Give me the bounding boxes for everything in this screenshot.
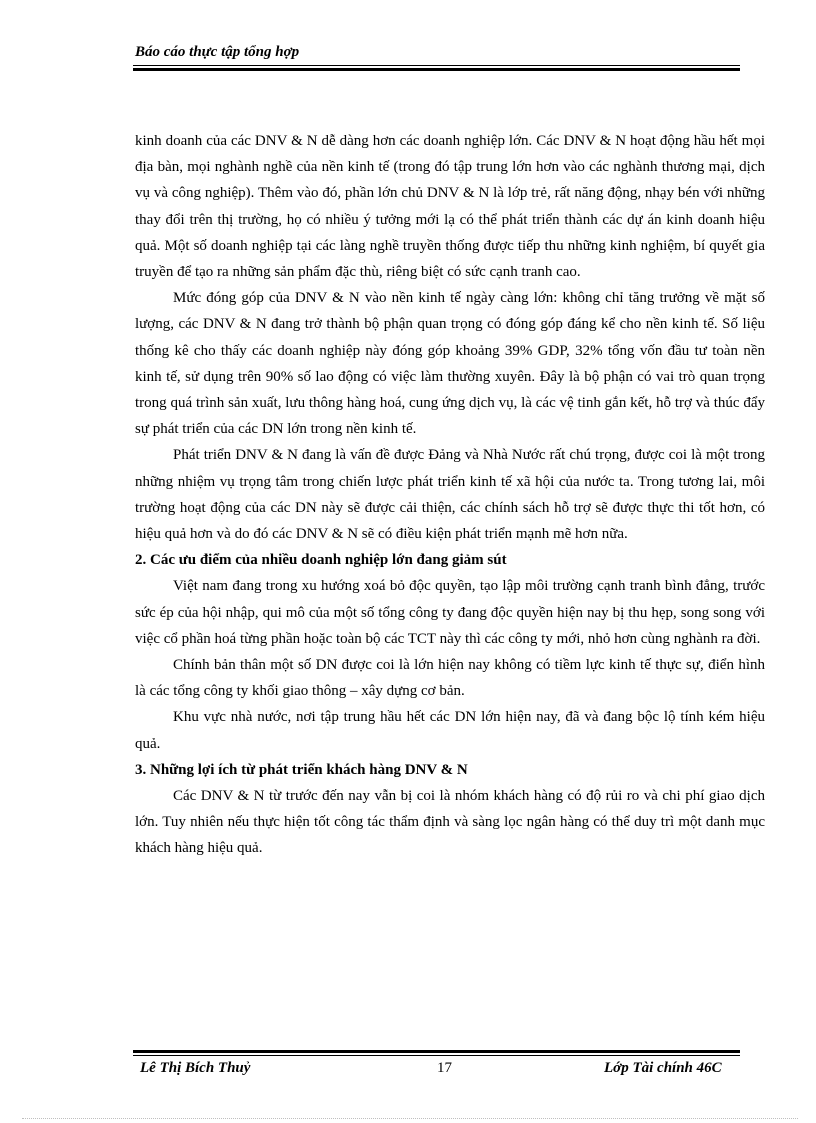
- paragraph: Mức đóng góp của DNV & N vào nền kinh tế ngày càng lớn: không chỉ tăng trưởng về mặt số lượng, các DNV & N đang trở thành bộ phận quan trọng có đóng góp đáng kể cho nền kinh tế. Số liệu thống kê cho thấy các doanh nghiệp này đóng góp khoảng 39% GDP, 32% tổng vốn đầu tư toàn nền kinh tế, sử dụng trên 90% số lao động có việc làm thường xuyên. Đây là bộ phận có vai trò quan trọng trong quá trình sản xuất, lưu thông hàng hoá, cung ứng dịch vụ, là các vệ tinh gắn kết, hỗ trợ và thúc đẩy sự phát triển của các DN lớn trong nền kinh tế.: [135, 290, 765, 438]
- paragraph: Việt nam đang trong xu hướng xoá bỏ độc quyền, tạo lập môi trường cạnh tranh bình đẳng, trước sức ép của hội nhập, qui mô của một số tổng công ty đang độc quyền hiện nay bị thu hẹp, song song với việc cổ phần hoá từng phần hoặc toàn bộ các TCT này thì các công ty mới, nhỏ hơn cùng nghành ra đời.: [135, 578, 765, 647]
- footer-class: Lớp Tài chính 46C: [604, 1060, 722, 1076]
- footer-rule-thick: [133, 1050, 740, 1053]
- header-rule-thin: [133, 65, 740, 66]
- page-edge-dotted-line: [22, 1118, 798, 1119]
- page-number: 17: [437, 1060, 452, 1076]
- body-text: [135, 128, 765, 862]
- header-rule-thick: [133, 68, 740, 71]
- footer-author: Lê Thị Bích Thuỷ: [140, 1060, 251, 1076]
- paragraph: Khu vực nhà nước, nơi tập trung hầu hết các DN lớn hiện nay, đã và đang bộc lộ tính kém hiệu quả.: [135, 709, 765, 752]
- section-heading-3: 3. Những lợi ích từ phát triển khách hàng DNV & N: [135, 761, 468, 778]
- paragraph: Các DNV & N từ trước đến nay vẫn bị coi là nhóm khách hàng có độ rủi ro và chi phí giao dịch lớn. Tuy nhiên nếu thực hiện tốt công tác thẩm định và sàng lọc ngân hàng có thể duy trì một danh mục khách hàng hiệu quả.: [135, 788, 765, 857]
- header-title: Báo cáo thực tập tổng hợp: [135, 44, 300, 60]
- section-heading-2: 2. Các ưu điểm của nhiều doanh nghiệp lớn đang giảm sút: [135, 552, 507, 569]
- paragraph: Phát triển DNV & N đang là vấn đề được Đảng và Nhà Nước rất chú trọng, được coi là một trong những nhiệm vụ trọng tâm trong chiến lược phát triển kinh tế xã hội của nước ta. Trong tương lai, môi trường hoạt động của các DN này sẽ được cải thiện, các chính sách hỗ trợ sẽ được thực thi tốt hơn, có hiệu quả hơn và do đó các DNV & N sẽ có điều kiện phát triển mạnh mẽ hơn nữa.: [135, 447, 765, 543]
- paragraph-continuation: kinh doanh của các DNV & N dễ dàng hơn các doanh nghiệp lớn. Các DNV & N hoạt động hầu hết mọi địa bàn, mọi nghành nghề của nền kinh tế (trong đó tập trung lớn hơn vào các nghành thương mại, dịch vụ và công nghiệp). Thêm vào đó, phần lớn chủ DNV & N là lớp trẻ, rất năng động, nhạy bén với những thay đổi trên thị trường, họ có nhiều ý tưởng mới lạ có thể phát triển thành các dự án kinh doanh hiệu quả. Một số doanh nghiệp tại các làng nghề truyền thống được tiếp thu những kinh nghiệm, bí quyết gia truyền để tạo ra những sản phẩm đặc thù, riêng biệt có sức cạnh tranh cao.: [135, 133, 765, 281]
- footer-rule-thin: [133, 1055, 740, 1056]
- paragraph: Chính bản thân một số DN được coi là lớn hiện nay không có tiềm lực kinh tế thực sự, điển hình là các tổng công ty khối giao thông – xây dựng cơ bản.: [135, 657, 765, 700]
